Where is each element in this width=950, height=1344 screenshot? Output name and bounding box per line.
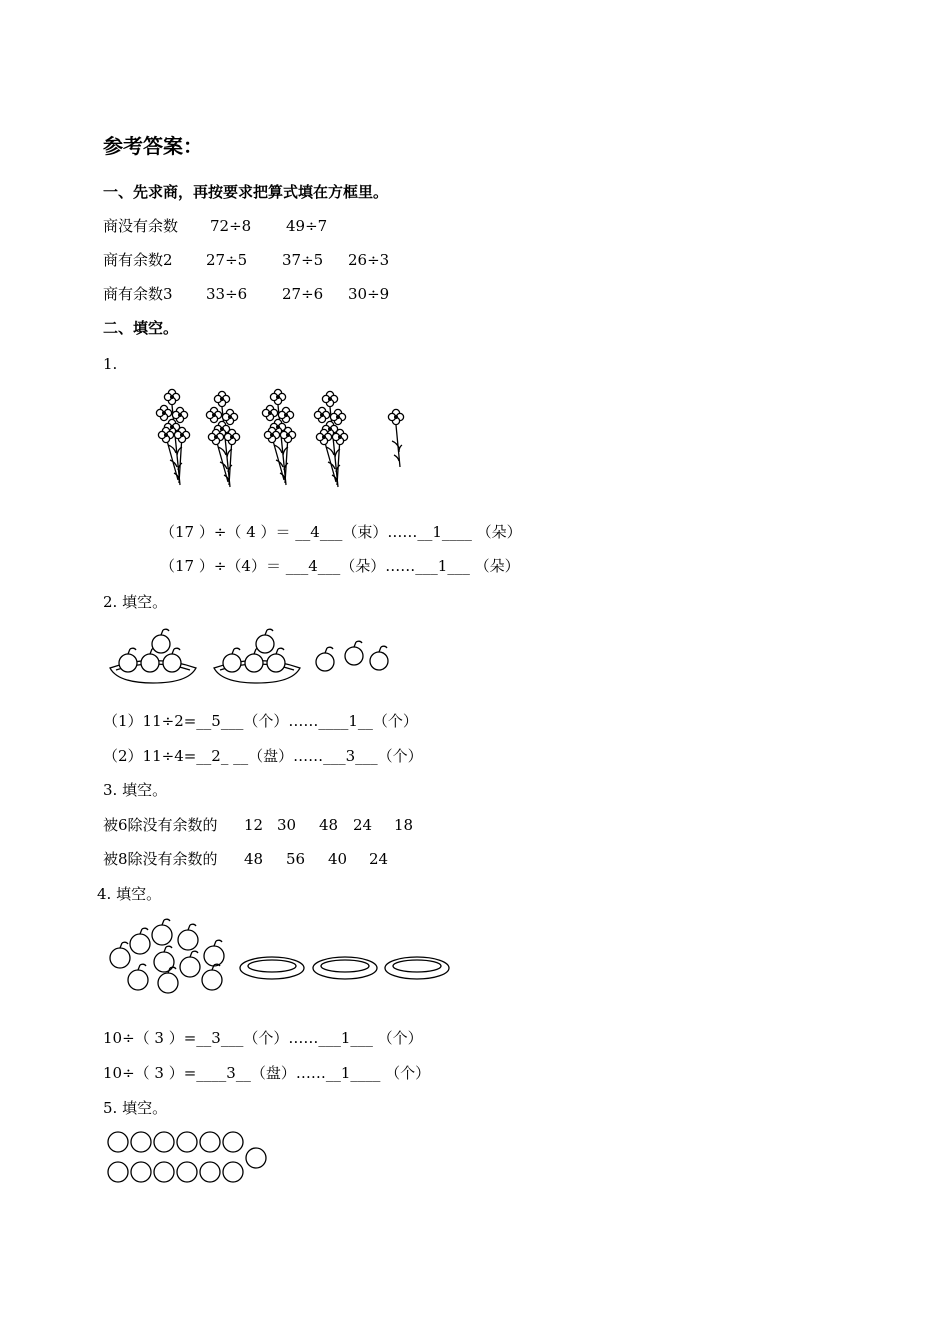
circle [108, 1162, 128, 1182]
s1-row-label: 商有余数3 [103, 285, 173, 303]
q3-row-item: 12 [244, 816, 264, 834]
s1-row-item: 72÷8 [210, 217, 252, 235]
apple [110, 942, 130, 968]
q3-row-label: 被6除没有余数的 [103, 816, 218, 834]
flower-bunch [262, 389, 295, 485]
q3-row-item: 24 [353, 816, 373, 834]
circle [131, 1132, 151, 1152]
circle-row [108, 1148, 266, 1182]
apple [178, 924, 198, 950]
circle [177, 1132, 197, 1152]
circle [177, 1162, 197, 1182]
section2-heading: 二、填空。 [103, 319, 179, 337]
apple [152, 919, 172, 945]
q2-answer-line: （1）11÷2=__5___（个）……____1__（个） [103, 712, 418, 730]
circle [223, 1162, 243, 1182]
s1-row-item: 33÷6 [206, 285, 248, 303]
flower-bunch [314, 391, 347, 487]
q4-number: 4. 填空。 [97, 885, 162, 903]
q3-row-item: 48 [244, 850, 264, 868]
circle [200, 1132, 220, 1152]
circles-illustration [104, 1128, 274, 1188]
q1-answer-line: （17 ）÷（4）＝ ___4___（朵）……___1___ （朵） [160, 557, 520, 575]
q3-row-item: 30 [277, 816, 297, 834]
single-flower [388, 409, 403, 467]
q1-answer-line: （17 ）÷（ 4 ）＝ __4___（束）……__1____ （朵） [160, 523, 522, 541]
flower-bunch [156, 389, 189, 485]
apple [128, 964, 148, 990]
q3-row-item: 18 [394, 816, 414, 834]
apple [180, 951, 200, 977]
s1-row-item: 49÷7 [286, 217, 328, 235]
circle [223, 1132, 243, 1152]
circle [154, 1132, 174, 1152]
circle [246, 1148, 266, 1168]
s1-row-label: 商没有余数 [103, 217, 179, 235]
circle [131, 1162, 151, 1182]
plate-with-apples [110, 629, 196, 683]
apples-and-plates-illustration [108, 920, 458, 1000]
circle [200, 1162, 220, 1182]
q4-answer-line: 10÷（ 3 ）=____3__（盘）……__1____ （个） [103, 1064, 431, 1082]
s1-row-item: 37÷5 [282, 251, 324, 269]
s1-row-item: 26÷3 [348, 251, 390, 269]
q3-row-item: 40 [328, 850, 348, 868]
circle [154, 1162, 174, 1182]
q4-answer-line: 10÷（ 3 ）=__3___（个）……___1___ （个） [103, 1029, 423, 1047]
q3-row-label: 被8除没有余数的 [103, 850, 218, 868]
q2-number: 2. 填空。 [103, 593, 168, 611]
q3-row-item: 56 [286, 850, 306, 868]
loose-apple [316, 647, 334, 671]
s1-row-item: 27÷6 [282, 285, 324, 303]
s1-row-item: 27÷5 [206, 251, 248, 269]
q2-answer-line: （2）11÷4=__2_ __（盘）……___3___（个） [103, 747, 423, 765]
apple [202, 964, 222, 990]
q3-row-item: 24 [369, 850, 389, 868]
section1-heading: 一、先求商，再按要求把算式填在方框里。 [103, 183, 389, 201]
circle-row [108, 1132, 243, 1152]
flower-bunch [206, 391, 239, 487]
empty-plate [240, 957, 304, 979]
s1-row-label: 商有余数2 [103, 251, 173, 269]
apple [130, 928, 150, 954]
loose-apple [345, 641, 363, 665]
flower-bunches-illustration [150, 385, 410, 495]
plate-with-apples [214, 629, 300, 683]
apples-on-plates-illustration [108, 628, 408, 698]
q5-number: 5. 填空。 [103, 1099, 168, 1117]
circle [108, 1132, 128, 1152]
apple [204, 940, 224, 966]
loose-apple [370, 646, 388, 670]
q3-row-item: 48 [319, 816, 339, 834]
page-title: 参考答案： [103, 134, 203, 158]
s1-row-item: 30÷9 [348, 285, 390, 303]
empty-plate [385, 957, 449, 979]
q3-number: 3. 填空。 [103, 781, 168, 799]
empty-plate [313, 957, 377, 979]
q1-number: 1. [103, 355, 118, 373]
